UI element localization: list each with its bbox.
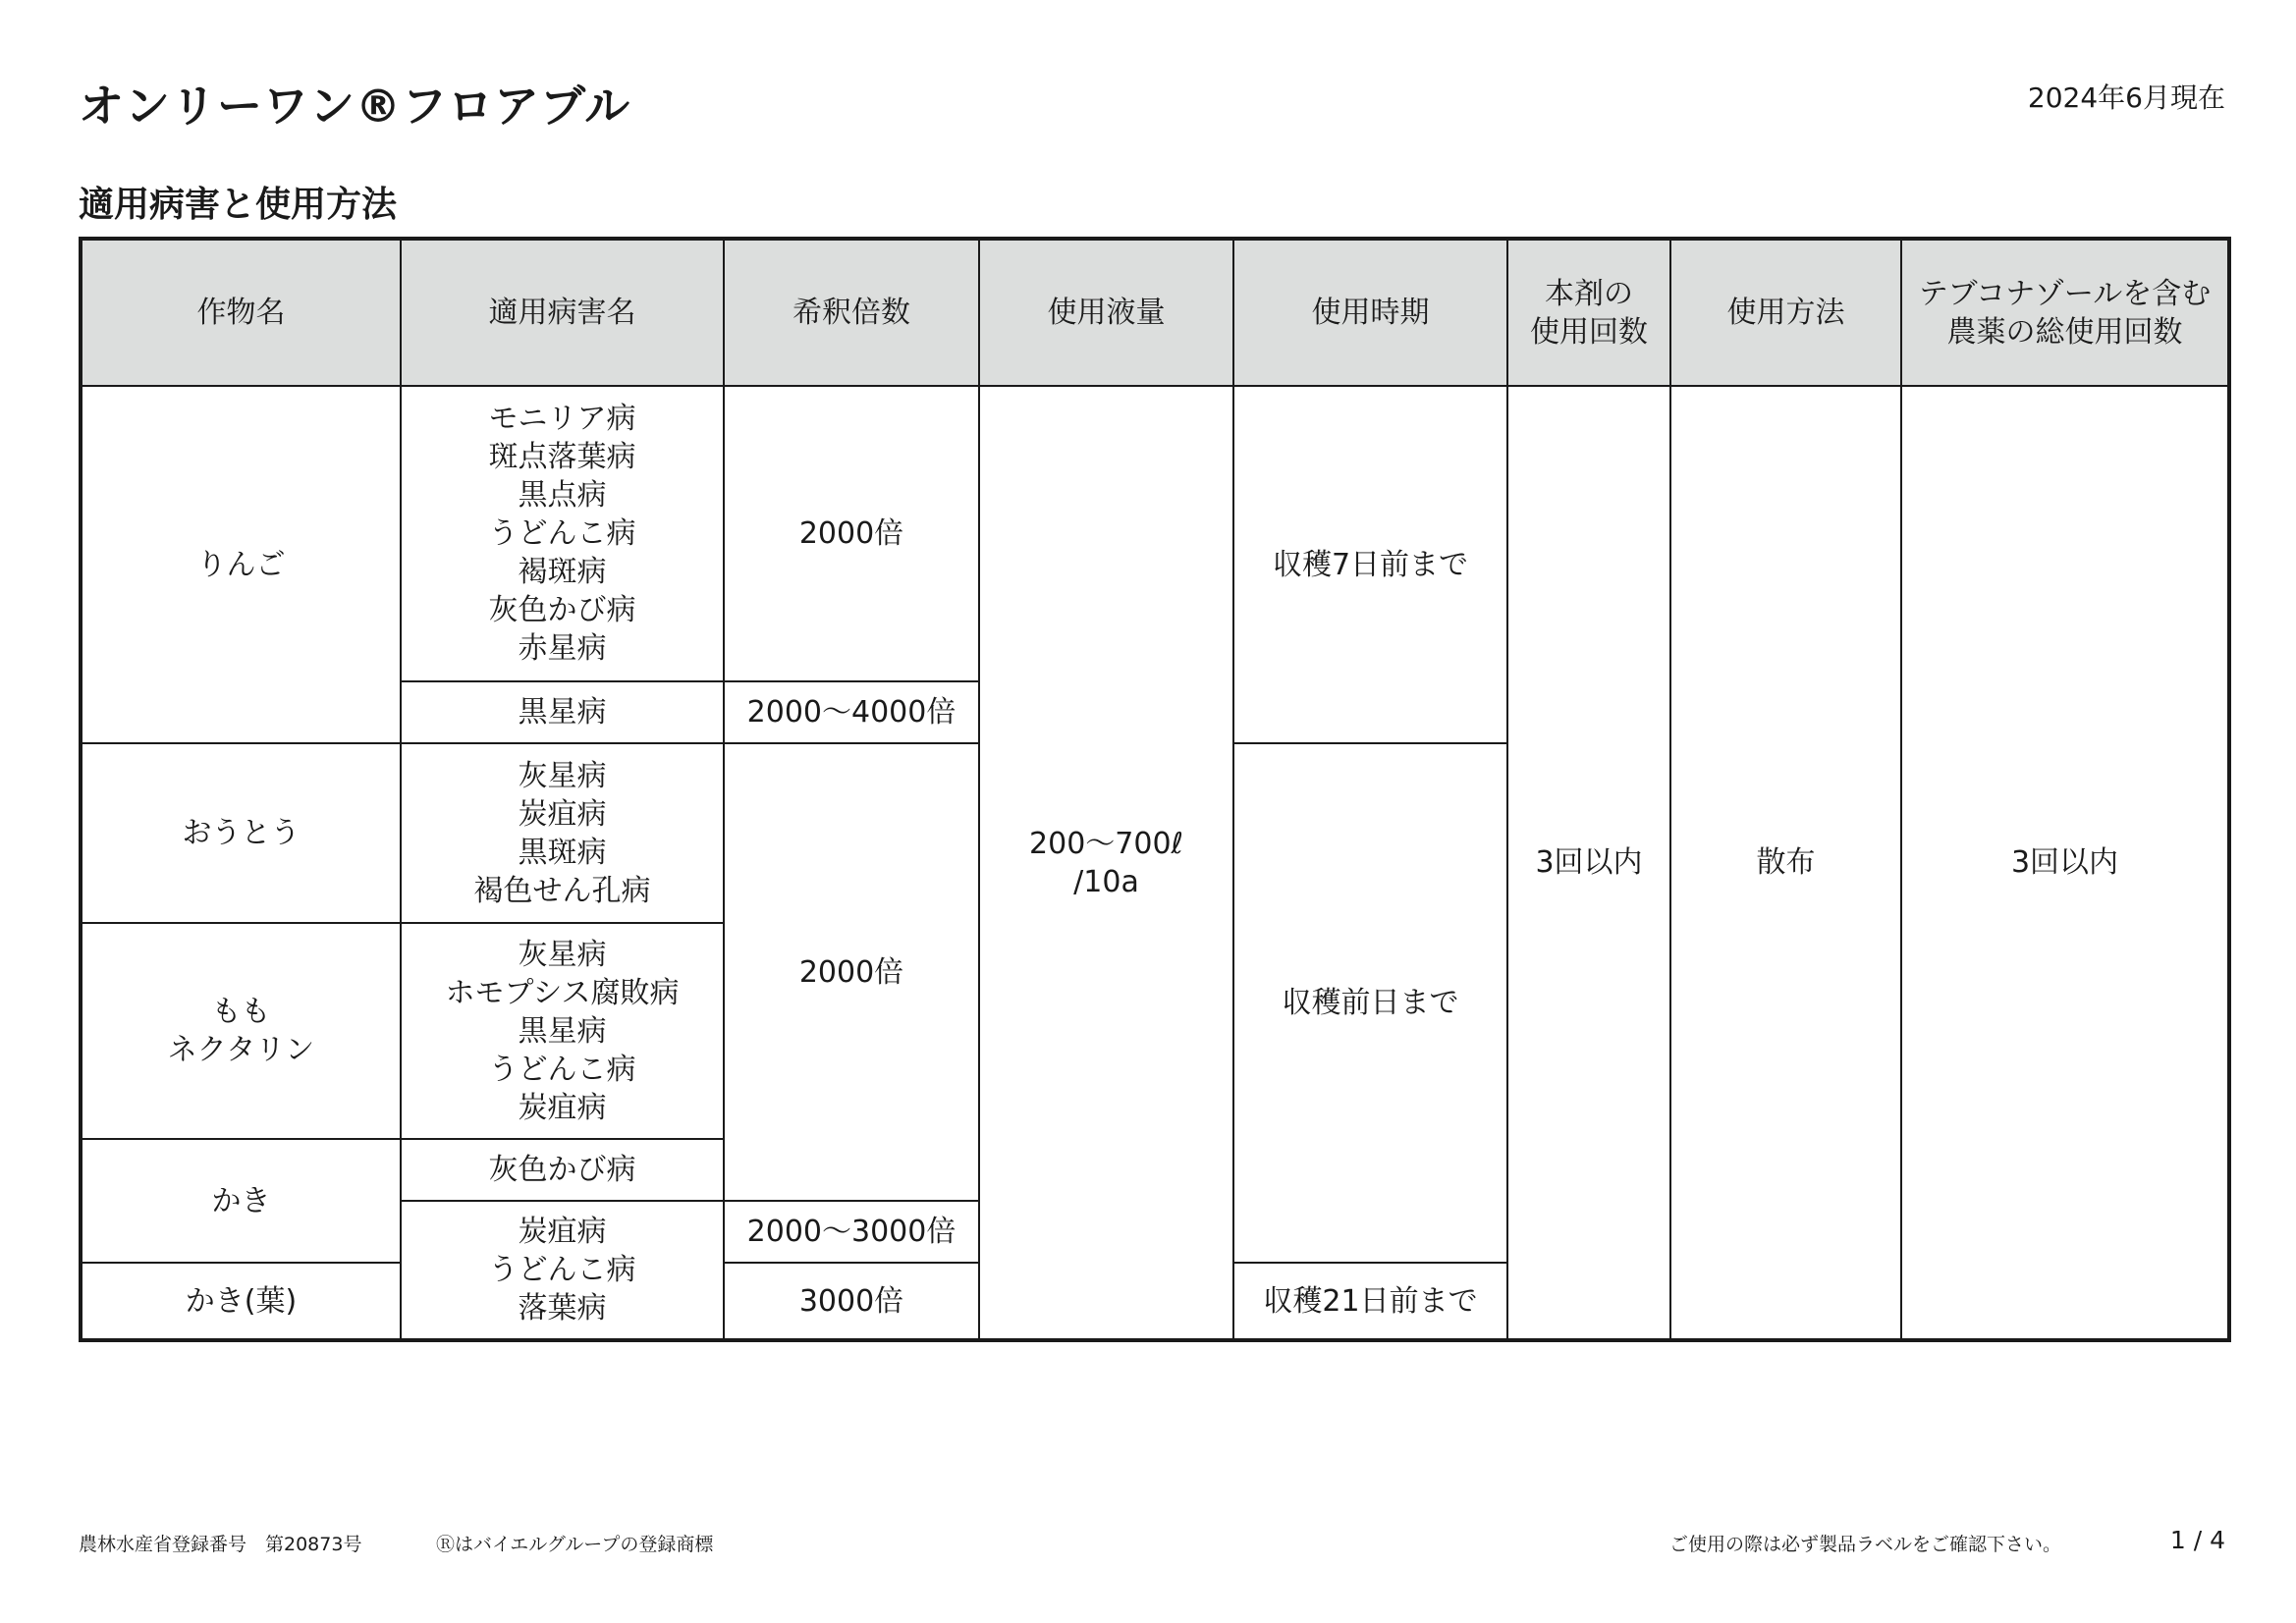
header-count: 本剤の 使用回数	[1507, 239, 1670, 386]
timing-cell: 収穫前日まで	[1233, 743, 1507, 1263]
total-count-cell: 3回以内	[1901, 386, 2229, 1340]
page-number: 1 / 4	[2169, 1526, 2225, 1554]
header-dilution: 希釈倍数	[724, 239, 979, 386]
disease-cell: 灰色かび病	[401, 1139, 724, 1201]
table-row	[81, 386, 2229, 681]
header-crop: 作物名	[81, 239, 401, 386]
header-method: 使用方法	[1670, 239, 1901, 386]
dilution-cell: 3000倍	[724, 1263, 979, 1340]
disease-cell: 黒星病	[401, 681, 724, 743]
disease-cell: モニリア病 斑点落葉病 黒点病 うどんこ病 褐斑病 灰色かび病 赤星病	[401, 386, 724, 681]
disease-cell: 灰星病 炭疽病 黒斑病 褐色せん孔病	[401, 743, 724, 923]
trademark-note: Ⓡはバイエルグループの登録商標	[436, 1534, 714, 1555]
disease-cell: 灰星病 ホモプシス腐敗病 黒星病 うどんこ病 炭疽病	[401, 923, 724, 1139]
volume-cell: 200～700ℓ /10a	[979, 386, 1233, 1340]
product-title: オンリーワン®フロアブル	[79, 80, 631, 133]
dilution-cell: 2000倍	[724, 743, 979, 1201]
header-timing: 使用時期	[1233, 239, 1507, 386]
crop-cell: もも ネクタリン	[81, 923, 401, 1139]
header-total-count: テブコナゾールを含む 農薬の総使用回数	[1901, 239, 2229, 386]
table-header-row	[81, 239, 2229, 386]
crop-cell: かき	[81, 1139, 401, 1263]
crop-cell: おうとう	[81, 743, 401, 923]
crop-cell: りんご	[81, 386, 401, 743]
disease-cell: 炭疽病 うどんこ病 落葉病	[401, 1201, 724, 1340]
header-disease: 適用病害名	[401, 239, 724, 386]
date-label: 2024年6月現在	[2027, 81, 2225, 114]
label-notice: ご使用の際は必ず製品ラベルをご確認下さい。	[1669, 1534, 2062, 1555]
section-title: 適用病害と使用方法	[79, 185, 398, 225]
registration-number: 農林水産省登録番号 第20873号	[79, 1534, 362, 1555]
timing-cell: 収穫7日前まで	[1233, 386, 1507, 743]
count-cell: 3回以内	[1507, 386, 1670, 1340]
crop-cell: かき(葉)	[81, 1263, 401, 1340]
application-table	[79, 237, 2231, 1342]
dilution-cell: 2000～3000倍	[724, 1201, 979, 1263]
header-volume: 使用液量	[979, 239, 1233, 386]
method-cell: 散布	[1670, 386, 1901, 1340]
dilution-cell: 2000～4000倍	[724, 681, 979, 743]
dilution-cell: 2000倍	[724, 386, 979, 681]
timing-cell: 収穫21日前まで	[1233, 1263, 1507, 1340]
